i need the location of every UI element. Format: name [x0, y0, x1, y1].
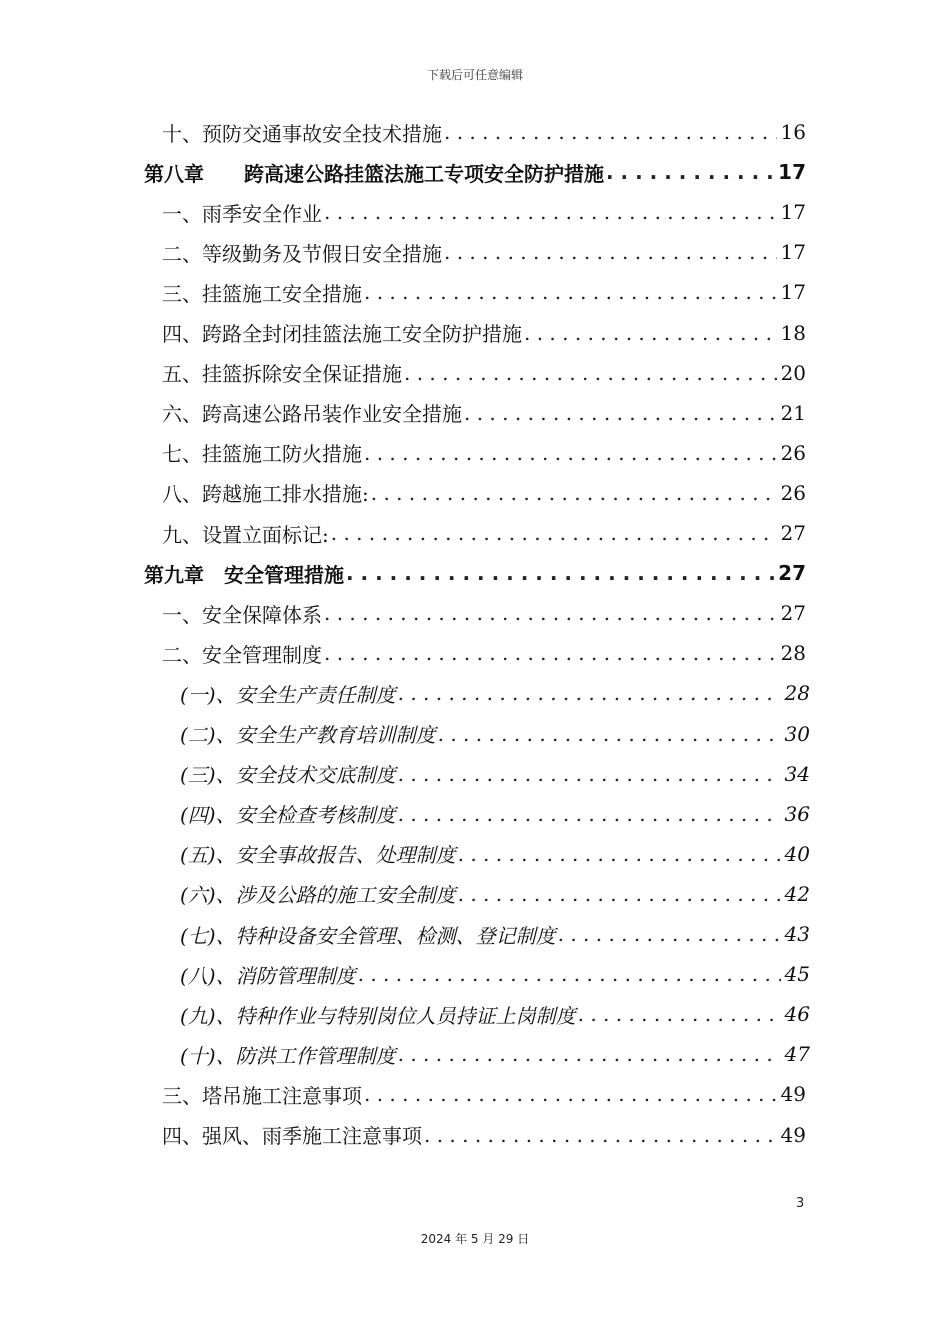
- toc-entry-label: (九)、特种作业与特别岗位人员持证上岗制度: [180, 1003, 576, 1028]
- toc-entry-page: 43: [784, 922, 810, 946]
- toc-dot-leader: [444, 240, 777, 264]
- toc-entry-chapter[interactable]: [144, 553, 806, 593]
- toc-dot-leader: [458, 842, 781, 866]
- toc-entry-page: 20: [780, 360, 806, 385]
- toc-dot-leader: [364, 441, 777, 465]
- toc-dot-leader: [524, 321, 777, 345]
- toc-dot-leader: [424, 1123, 777, 1147]
- toc-entry-subsection[interactable]: [180, 994, 810, 1034]
- toc-entry-subsection[interactable]: [180, 874, 810, 914]
- toc-entry-section[interactable]: [162, 473, 806, 513]
- toc-entry-page: 34: [784, 761, 810, 786]
- toc-entry-page: 27: [780, 601, 806, 626]
- toc-entry-label: 二、安全管理制度: [162, 642, 322, 667]
- toc-entry-page: 45: [784, 962, 810, 987]
- toc-dot-leader: [398, 762, 781, 786]
- toc-entry-label: 三、挂篮施工安全措施: [162, 281, 362, 306]
- toc-entry-label: (十)、防洪工作管理制度: [180, 1043, 396, 1068]
- toc-entry-section[interactable]: [162, 313, 806, 353]
- toc-dot-leader: [606, 160, 774, 184]
- toc-dot-leader: [324, 200, 777, 224]
- toc-entry-section[interactable]: [162, 1074, 806, 1114]
- toc-entry-page: 27: [778, 561, 806, 586]
- toc-entry-page: 17: [780, 200, 806, 225]
- toc-entry-page: 49: [780, 1122, 806, 1147]
- toc-dot-leader: [398, 802, 781, 826]
- toc-entry-section[interactable]: [162, 1115, 806, 1155]
- toc-entry-section[interactable]: [162, 353, 806, 393]
- toc-dot-leader: [364, 280, 777, 304]
- toc-entry-section[interactable]: [162, 633, 806, 673]
- toc-entry-section[interactable]: [162, 513, 806, 553]
- toc-entry-label: 第八章 跨高速公路挂篮法施工专项安全防护措施: [144, 161, 604, 186]
- toc-entry-page: 28: [784, 681, 810, 706]
- toc-entry-label: (五)、安全事故报告、处理制度: [180, 843, 456, 868]
- toc-entry-chapter[interactable]: [144, 152, 806, 192]
- toc-entry-label: 第九章 安全管理措施: [144, 562, 344, 587]
- toc-entry-section[interactable]: [162, 232, 806, 272]
- toc-entry-page: 17: [780, 280, 806, 305]
- toc-dot-leader: [324, 641, 777, 665]
- toc-dot-leader: [358, 962, 781, 986]
- toc-entry-label: 四、跨路全封闭挂篮法施工安全防护措施: [162, 322, 522, 346]
- toc-dot-leader: [438, 722, 781, 746]
- toc-entry-section[interactable]: [162, 272, 806, 312]
- toc-entry-page: 47: [784, 1042, 810, 1067]
- toc-entry-label: (二)、安全生产教育培训制度: [180, 723, 436, 747]
- toc-entry-section[interactable]: [162, 593, 806, 633]
- toc-entry-label: 十、预防交通事故安全技术措施: [162, 121, 442, 146]
- toc-entry-section[interactable]: [162, 112, 806, 152]
- toc-entry-subsection[interactable]: [180, 794, 810, 834]
- toc-entry-section[interactable]: [162, 433, 806, 473]
- toc-entry-label: 三、塔吊施工注意事项: [162, 1083, 362, 1108]
- toc-entry-label: (六)、涉及公路的施工安全制度: [180, 883, 456, 908]
- toc-entry-label: (三)、安全技术交底制度: [180, 763, 396, 788]
- toc-dot-leader: [398, 1042, 781, 1066]
- toc-entry-page: 18: [780, 320, 806, 345]
- toc-entry-subsection[interactable]: [180, 834, 810, 874]
- toc-dot-leader: [578, 1002, 781, 1026]
- page-number: 3: [796, 1196, 805, 1211]
- toc-entry-page: 30: [784, 721, 810, 746]
- toc-entry-page: 28: [780, 641, 806, 666]
- toc-dot-leader: [398, 681, 781, 705]
- toc-entry-section[interactable]: [162, 192, 806, 232]
- toc-entry-page: 16: [780, 120, 806, 144]
- toc-entry-page: 49: [780, 1082, 806, 1107]
- toc-entry-label: 四、强风、雨季施工注意事项: [162, 1124, 422, 1148]
- toc-entry-page: 17: [778, 160, 806, 185]
- toc-entry-label: 六、跨高速公路吊装作业安全措施: [162, 402, 462, 427]
- toc-dot-leader: [458, 882, 781, 906]
- toc-entry-subsection[interactable]: [180, 1034, 810, 1074]
- toc-dot-leader: [346, 561, 774, 585]
- toc-dot-leader: [444, 120, 777, 144]
- toc-entry-label: 一、安全保障体系: [162, 602, 322, 627]
- toc-entry-page: 26: [780, 440, 806, 465]
- toc-entry-subsection[interactable]: [180, 914, 810, 954]
- toc-entry-page: 21: [780, 400, 806, 425]
- toc-entry-subsection[interactable]: [180, 673, 810, 713]
- toc-entry-page: 27: [780, 521, 806, 545]
- toc-entry-page: 36: [784, 801, 810, 826]
- header-note: 下载后可任意编辑: [426, 68, 523, 82]
- toc-entry-label: (一)、安全生产责任制度: [180, 682, 396, 707]
- toc-dot-leader: [371, 481, 777, 505]
- toc-dot-leader: [364, 1082, 777, 1106]
- toc-entry-label: 二、等级勤务及节假日安全措施: [162, 241, 442, 266]
- toc-entry-subsection[interactable]: [180, 754, 810, 794]
- toc-entry-page: 46: [784, 1002, 810, 1027]
- toc-entry-label: (四)、安全检查考核制度: [180, 803, 396, 828]
- toc-dot-leader: [331, 521, 777, 545]
- toc-entry-label: 七、挂篮施工防火措施: [162, 442, 362, 467]
- toc-dot-leader: [404, 361, 777, 385]
- toc-entry-label: 五、挂篮拆除安全保证措施: [162, 362, 402, 387]
- toc-entry-page: 40: [784, 841, 810, 866]
- footer-date: 2024 年 5 月 29 日: [420, 1232, 530, 1246]
- toc-entry-page: 42: [784, 881, 810, 906]
- toc-entry-label: (七)、特种设备安全管理、检测、登记制度: [180, 923, 556, 948]
- toc-entry-page: 17: [780, 240, 806, 265]
- toc-dot-leader: [558, 922, 781, 946]
- toc-entry-label: 一、雨季安全作业: [162, 201, 322, 226]
- toc-entry-section[interactable]: [162, 393, 806, 433]
- toc-dot-leader: [464, 401, 777, 425]
- toc-entry-label: 八、跨越施工排水措施:: [162, 482, 369, 507]
- toc-entry-page: 26: [780, 480, 806, 505]
- toc-entry-label: (八)、消防管理制度: [180, 963, 356, 988]
- toc-entry-subsection[interactable]: [180, 954, 810, 994]
- toc-entry-label: 九、设置立面标记:: [162, 522, 329, 547]
- toc-dot-leader: [324, 601, 777, 625]
- toc-entry-subsection[interactable]: [180, 714, 810, 754]
